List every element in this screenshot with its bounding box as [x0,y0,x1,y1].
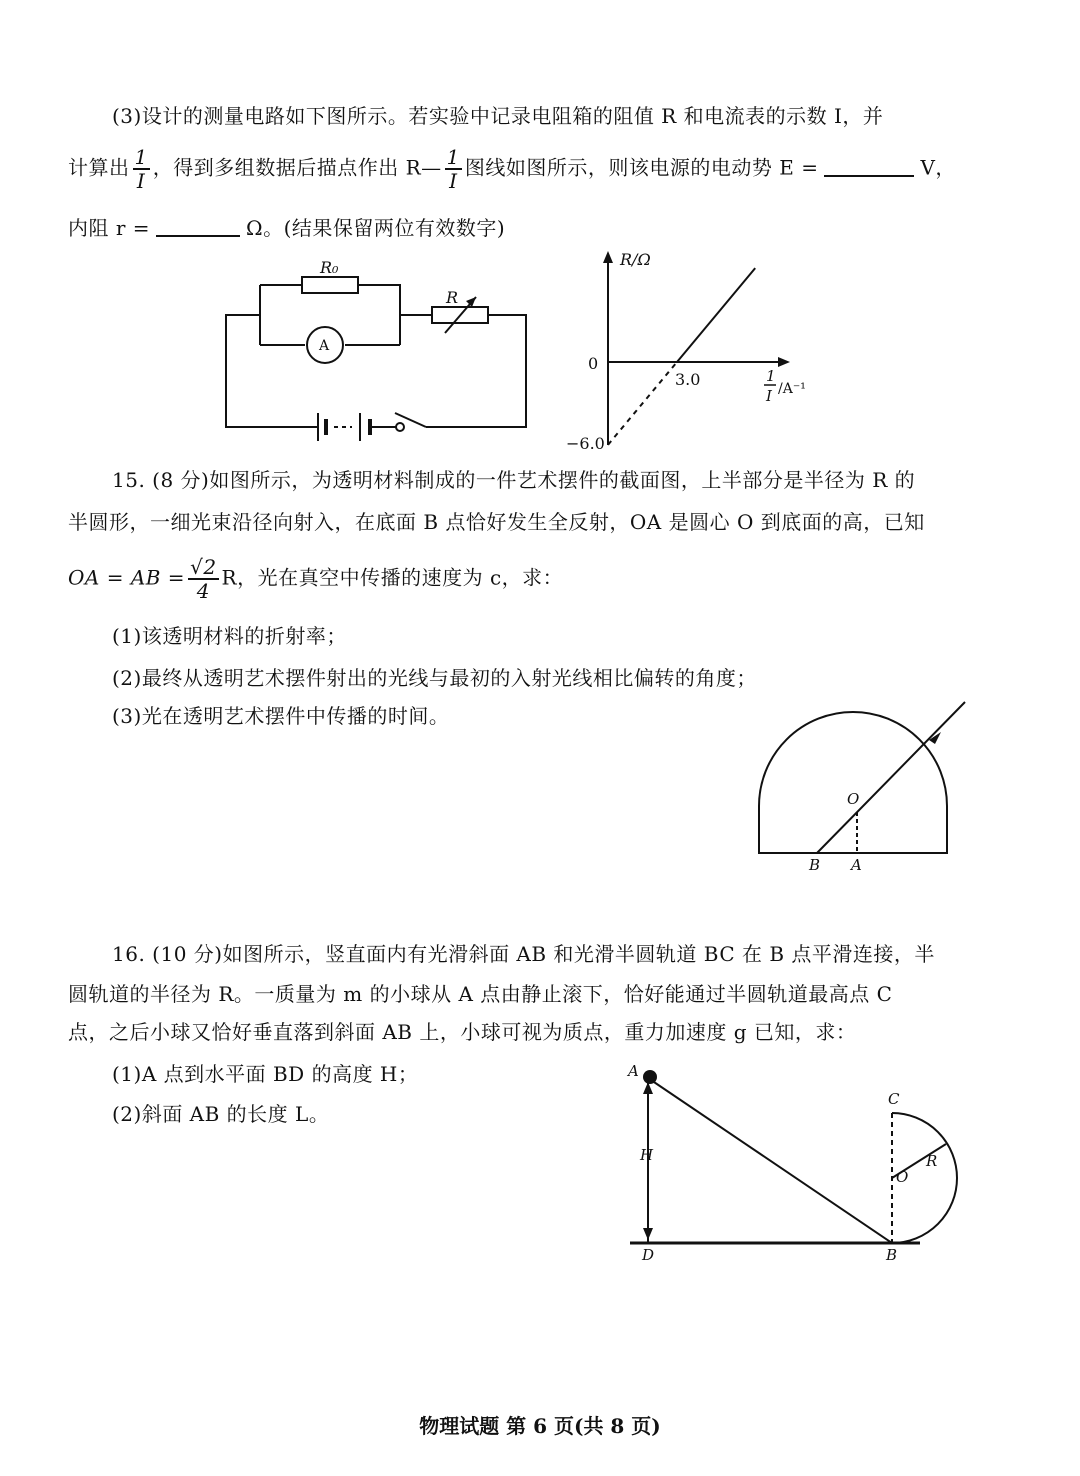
q14-part3-line2 [68,146,956,192]
q15-line3a: OA = AB = [68,565,186,590]
q15-line3 [68,556,563,602]
q14-text-b: ，得到多组数据后描点作出 R— [152,155,442,180]
q16-line3: 点，之后小球又恰好垂直落到斜面 AB 上，小球可视为质点，重力加速度 g 已知，求： [68,1020,857,1044]
ornament-outline [759,712,947,853]
d-label: D [642,1246,655,1264]
origin-label: 0 [588,354,599,373]
o-label: O [896,1168,909,1186]
h-label: H [640,1146,654,1164]
a-label: A [628,1062,639,1080]
y-axis-arrow-icon [603,251,613,263]
q16-line2: 圆轨道的半径为 R。一质量为 m 的小球从 A 点由静止滚下，恰好能通过半圆轨道最高点 C [68,982,893,1006]
q16-line1: 16. (10 分)如图所示，竖直面内有光滑斜面 AB 和光滑半圆轨道 BC 在 B 点平滑连接，半 [112,942,935,966]
data-line-extension [608,362,677,445]
q15-line2: 半圆形，一细光束沿径向射入，在底面 B 点恰好发生全反射，OA 是圆心 O 到底面的高，已知 [68,510,925,534]
r-inverse-i-graph [560,245,820,453]
b-label: B [809,856,821,874]
y-intercept-label: −6.0 [566,434,605,453]
q16-sub2: (2)斜面 AB 的长度 L。 [112,1102,330,1126]
page-footer: 物理试题 第 6 页(共 8 页) [419,1414,661,1438]
q15-fraction: $\frac{√2}{4}$ [190,555,217,603]
data-line-solid [677,268,755,362]
x-axis-arrow-icon [778,357,790,367]
q14-part3-line1: (3)设计的测量电路如下图所示。若实验中记录电阻箱的阻值 R 和电流表的示数 I，并 [112,104,884,128]
q15-figure [755,700,975,880]
q14-text-e: 内阻 r = [68,216,151,240]
emf-answer-blank[interactable] [824,175,914,177]
q14-part3-line3 [68,212,505,241]
x-intercept-label: 3.0 [675,370,701,389]
c-label: C [888,1090,900,1108]
x-axis-label-den: I [766,387,772,405]
x-axis-label-num: 1 [766,367,776,385]
r-label: R [926,1152,938,1170]
r-label: R [446,288,459,307]
q15-line3b: R，光在真空中传播的速度为 c，求： [221,565,564,590]
q16-sub1: (1)A 点到水平面 BD 的高度 H； [112,1062,419,1086]
o-label: O [847,790,860,808]
q14-text-a: 计算出 [68,155,130,180]
y-axis-label: R/Ω [620,250,651,269]
r0-resistor [302,277,358,293]
q15-sub3: (3)光在透明艺术摆件中传播的时间。 [112,704,450,728]
q14-text-c: 图线如图所示，则该电源的电动势 E = [464,155,819,180]
q14-fraction-1: $\frac{1}{I}$ [134,145,148,193]
q15-line1: 15. (8 分)如图所示，为透明材料制成的一件艺术摆件的截面图，上半部分是半径为 R 的 [112,468,916,492]
q15-sub2: (2)最终从透明艺术摆件射出的光线与最初的入射光线相比偏转的角度； [112,666,757,690]
q14-text-d: V， [920,155,956,180]
b-label: B [886,1246,898,1264]
incline-ab [648,1078,892,1243]
x-axis-label-unit: /A⁻¹ [778,381,806,397]
q15-sub1: (1)该透明材料的折射率； [112,624,347,648]
internal-resistance-blank[interactable] [156,235,240,237]
ammeter-label: A [319,338,330,354]
ball [643,1070,657,1084]
q16-figure [620,1060,970,1270]
q14-fraction-2: $\frac{1}{I}$ [446,145,460,193]
q14-text-f: Ω。(结果保留两位有效数字) [246,216,506,240]
r0-label: R₀ [320,258,339,277]
a-label: A [851,856,862,874]
circuit-diagram [220,255,540,450]
